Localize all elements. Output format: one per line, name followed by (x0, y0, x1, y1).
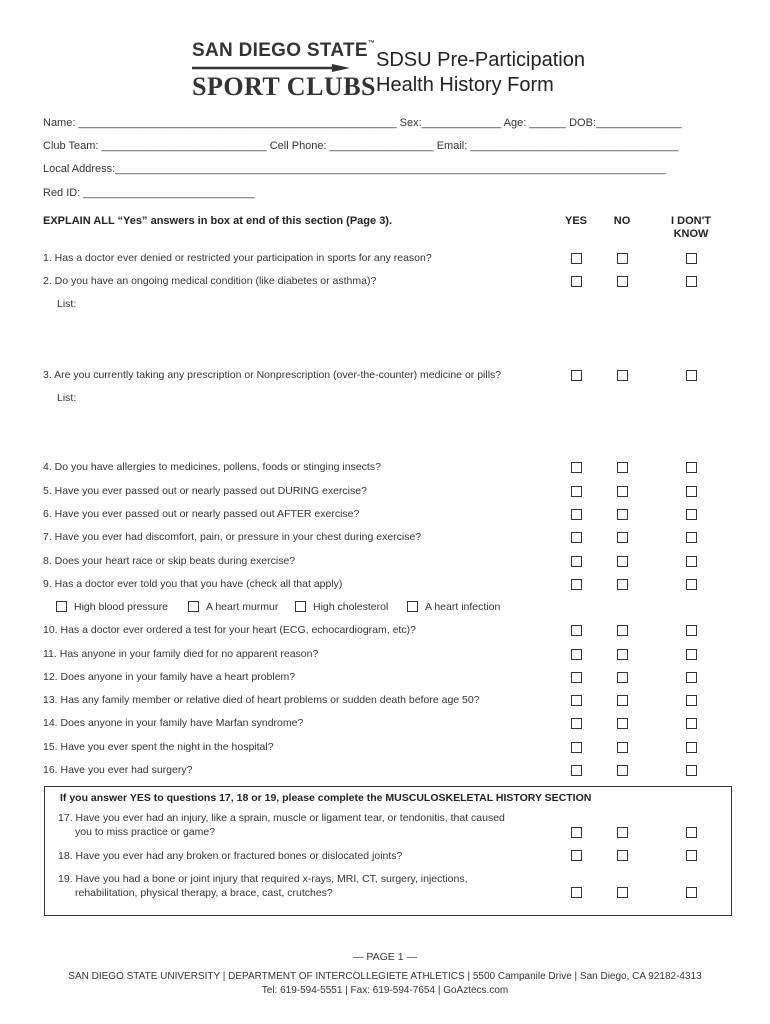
column-dont-know: I DON'T KNOW (671, 215, 711, 240)
checkbox-q12-yes[interactable] (571, 672, 582, 683)
spear-icon (192, 64, 350, 72)
question-7: 7. Have you ever had discomfort, pain, or pressure in your chest during exercise? (43, 531, 422, 543)
question-8: 8. Does your heart race or skip beats during exercise? (43, 555, 296, 567)
question-3: 3. Are you currently taking any prescription or Nonprescription (over-the-counter) medicine or pills? (43, 369, 502, 381)
checkbox-q2-yes[interactable] (571, 276, 582, 287)
checkbox-q6-yes[interactable] (571, 509, 582, 520)
field-line-red-id[interactable]: Red ID: ____________________________ (43, 187, 255, 199)
sdsu-sport-clubs-logo (192, 40, 376, 102)
checkbox-q1-no[interactable] (617, 253, 628, 264)
question-14: 14. Does anyone in your family have Marfan syndrome? (43, 717, 304, 729)
question-10: 10. Has a doctor ever ordered a test for your heart (ECG, echocardiogram, etc)? (43, 624, 416, 636)
checkbox-q13-dont-know[interactable] (686, 695, 697, 706)
title-line-1: SDSU Pre-Participation (376, 49, 585, 71)
checkbox-q11-no[interactable] (617, 649, 628, 660)
question-1: 1. Has a doctor ever denied or restricted your participation in sports for any reason? (43, 252, 432, 264)
question-11: 11. Has anyone in your family died for no apparent reason? (43, 648, 319, 660)
checkbox-q9-no[interactable] (617, 579, 628, 590)
checkbox-q4-yes[interactable] (571, 462, 582, 473)
field-line-name[interactable]: Name: ____________________________________________________ Sex:_____________ Age: ______ DOB:______________ (43, 117, 682, 129)
checkbox-q11-yes[interactable] (571, 649, 582, 660)
question-5: 5. Have you ever passed out or nearly passed out DURING exercise? (43, 485, 367, 497)
checkbox-q4-no[interactable] (617, 462, 628, 473)
question-12: 12. Does anyone in your family have a heart problem? (43, 671, 296, 683)
checkbox-q7-no[interactable] (617, 532, 628, 543)
checkbox-q1-dont-know[interactable] (686, 253, 697, 264)
field-line-local-address[interactable]: Local Address:__________________________________________________________________________________________ (43, 163, 666, 175)
checkbox-q4-dont-know[interactable] (686, 462, 697, 473)
checkbox-high-cholesterol[interactable] (295, 601, 306, 612)
title-line-2: Health History Form (376, 74, 554, 96)
column-no: NO (613, 215, 631, 227)
checkbox-q9-dont-know[interactable] (686, 579, 697, 590)
checkbox-q14-no[interactable] (617, 718, 628, 729)
checkbox-q10-dont-know[interactable] (686, 625, 697, 636)
checkbox-q16-dont-know[interactable] (686, 765, 697, 776)
question-19: 19. Have you had a bone or joint injury that required x-rays, MRI, CT, surgery, injections, rehabilitation, physical therapy, a brace, cast, crutches? (58, 873, 468, 899)
column-yes: YES (564, 215, 587, 227)
checkbox-q10-no[interactable] (617, 625, 628, 636)
question-18: 18. Have you ever had any broken or fractured bones or dislocated joints? (58, 850, 403, 862)
checkbox-q3-dont-know[interactable] (686, 370, 697, 381)
checkbox-q13-no[interactable] (617, 695, 628, 706)
checkbox-heart-infection[interactable] (407, 601, 418, 612)
checkbox-q16-yes[interactable] (571, 765, 582, 776)
question-15: 15. Have you ever spent the night in the hospital? (43, 741, 274, 753)
option-heart-infection: A heart infection (425, 601, 501, 613)
checkbox-q8-yes[interactable] (571, 556, 582, 567)
checkbox-q2-no[interactable] (617, 276, 628, 287)
option-high-blood-pressure: High blood pressure (74, 601, 168, 613)
question-6: 6. Have you ever passed out or nearly passed out AFTER exercise? (43, 508, 360, 520)
checkbox-q5-no[interactable] (617, 486, 628, 497)
checkbox-q3-no[interactable] (617, 370, 628, 381)
checkbox-q15-dont-know[interactable] (686, 742, 697, 753)
checkbox-q15-yes[interactable] (571, 742, 582, 753)
question-13: 13. Has any family member or relative died of heart problems or sudden death before age 50? (43, 694, 480, 706)
question-2: 2. Do you have an ongoing medical condition (like diabetes or asthma)? (43, 275, 377, 287)
option-heart-murmur: A heart murmur (206, 601, 279, 613)
footer-address: SAN DIEGO STATE UNIVERSITY | DEPARTMENT OF INTERCOLLEGIETE ATHLETICS | 5500 Campanile Drive | San Diego, CA 92182-4313 (68, 971, 702, 982)
checkbox-q1-yes[interactable] (571, 253, 582, 264)
checkbox-q16-no[interactable] (617, 765, 628, 776)
checkbox-q9-yes[interactable] (571, 579, 582, 590)
checkbox-q13-yes[interactable] (571, 695, 582, 706)
checkbox-q7-dont-know[interactable] (686, 532, 697, 543)
checkbox-q8-no[interactable] (617, 556, 628, 567)
checkbox-q5-yes[interactable] (571, 486, 582, 497)
page-number: — PAGE 1 — (353, 951, 417, 963)
field-line-club-team[interactable]: Club Team: ___________________________ Cell Phone: _________________ Email: __________________________________ (43, 140, 679, 152)
checkbox-q3-yes[interactable] (571, 370, 582, 381)
footer-contact: Tel: 619-594-5551 | Fax: 619-594-7654 | GoAztecs.com (261, 985, 509, 996)
form-title (376, 48, 585, 98)
checkbox-q11-dont-know[interactable] (686, 649, 697, 660)
section-heading: EXPLAIN ALL “Yes” answers in box at end of this section (Page 3). (43, 215, 393, 227)
checkbox-q12-dont-know[interactable] (686, 672, 697, 683)
checkbox-heart-murmur[interactable] (188, 601, 199, 612)
checkbox-q7-yes[interactable] (571, 532, 582, 543)
checkbox-q12-no[interactable] (617, 672, 628, 683)
checkbox-q6-no[interactable] (617, 509, 628, 520)
option-high-cholesterol: High cholesterol (313, 601, 389, 613)
logo-line-2: SPORT CLUBS (192, 72, 376, 101)
checkbox-q6-dont-know[interactable] (686, 509, 697, 520)
list-label-q3: List: (57, 392, 77, 404)
checkbox-q2-dont-know[interactable] (686, 276, 697, 287)
checkbox-q14-yes[interactable] (571, 718, 582, 729)
checkbox-q10-yes[interactable] (571, 625, 582, 636)
checkbox-q5-dont-know[interactable] (686, 486, 697, 497)
checkbox-q8-dont-know[interactable] (686, 556, 697, 567)
question-17: 17. Have you ever had an injury, like a sprain, muscle or ligament tear, or tendonitis, that caused you to miss practice or game? (58, 812, 505, 838)
checkbox-high-blood-pressure[interactable] (56, 601, 67, 612)
question-16: 16. Have you ever had surgery? (43, 764, 193, 776)
logo-line-1: SAN DIEGO STATE™ (192, 40, 376, 61)
checkbox-q15-no[interactable] (617, 742, 628, 753)
question-4: 4. Do you have allergies to medicines, pollens, foods or stinging insects? (43, 461, 381, 473)
checkbox-q14-dont-know[interactable] (686, 718, 697, 729)
musculoskeletal-heading: If you answer YES to questions 17, 18 or 19, please complete the MUSCULOSKELETAL HISTORY SECTION (60, 792, 592, 804)
question-9: 9. Has a doctor ever told you that you have (check all that apply) (43, 578, 343, 590)
list-label-q2: List: (57, 298, 77, 310)
